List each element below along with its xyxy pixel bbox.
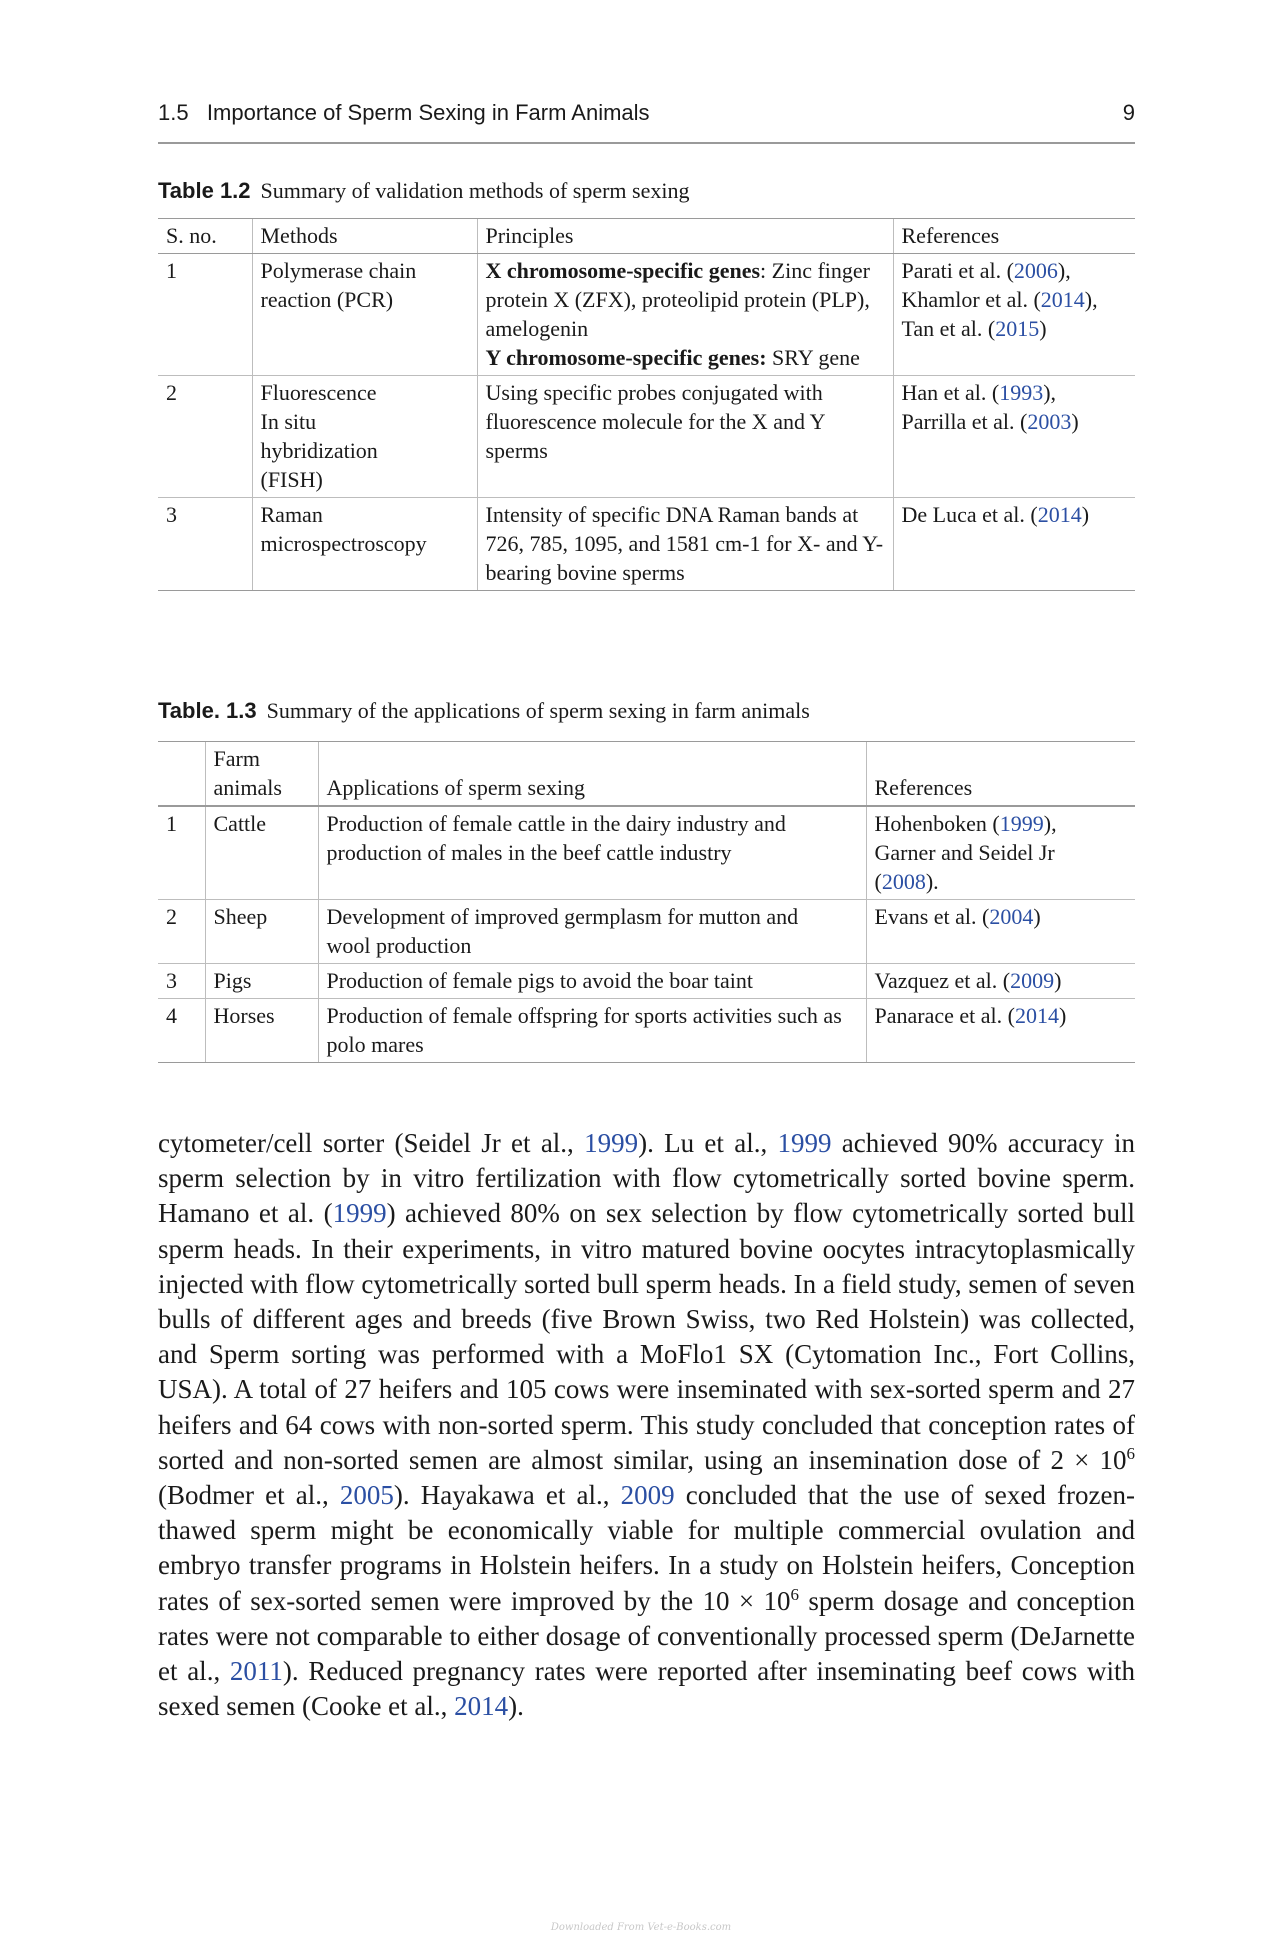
table-row xyxy=(158,964,1135,999)
reference-link[interactable]: 1993 xyxy=(999,380,1044,405)
method-line: hybridization xyxy=(260,438,378,463)
reference-link[interactable]: 1999 xyxy=(999,811,1044,836)
reference-author: Parati et al. ( xyxy=(901,258,1014,283)
reference-punct: ) xyxy=(1033,904,1041,929)
citation-link[interactable]: 1999 xyxy=(332,1198,387,1229)
reference-link[interactable]: 2014 xyxy=(1040,287,1085,312)
y-genes-label: Y chromosome-specific genes: xyxy=(485,345,767,370)
application-cell: Development of improved germplasm for mutton and wool production xyxy=(318,900,866,964)
table-row xyxy=(158,498,1135,591)
reference xyxy=(902,314,1128,343)
column-header: Applications of sperm sexing xyxy=(318,742,866,807)
references-cell xyxy=(866,806,1135,900)
body-text: ). Lu et al., xyxy=(638,1128,778,1158)
citation-link[interactable]: 2014 xyxy=(454,1691,509,1722)
reference-punct: ), xyxy=(1084,287,1098,312)
body-text: (Bodmer et al., xyxy=(158,1480,340,1511)
reference xyxy=(902,378,1128,407)
running-head xyxy=(158,100,1135,126)
animal-cell: Cattle xyxy=(205,806,318,900)
method-cell xyxy=(252,254,477,376)
citation-link[interactable]: 2011 xyxy=(229,1656,283,1687)
reference-author: Vazquez et al. ( xyxy=(874,968,1011,993)
table-row xyxy=(158,806,1135,900)
reference-link[interactable]: 2006 xyxy=(1013,258,1058,283)
column-header: References xyxy=(866,742,1135,807)
x-genes-label: X chromosome-specific genes xyxy=(485,258,761,283)
reference-author: Parrilla et al. ( xyxy=(901,409,1028,434)
method-line: Fluorescence xyxy=(260,380,377,405)
method-line: Polymerase chain xyxy=(260,258,417,283)
body-text: cytometer/cell sorter (Seidel Jr et al., xyxy=(158,1128,585,1158)
method-cell xyxy=(252,498,477,591)
citation-link[interactable]: 1999 xyxy=(777,1128,832,1158)
exponent: 6 xyxy=(1126,1443,1135,1463)
principle-cell: Intensity of specific DNA Raman bands at 726, 785, 1095, and 1581 cm-1 for X- and Y-bearing bovine sperms xyxy=(477,498,893,591)
reference-punct: ), xyxy=(1057,258,1071,283)
table-row xyxy=(158,254,1135,376)
body-text: sperm dosage and conception rates were not comparable to either dosage of conventionally processed sperm (DeJarnette et al., xyxy=(158,1585,1135,1687)
page-number: 9 xyxy=(1122,100,1135,125)
body-text: concluded that the use of sexed frozen-thawed sperm might be economically viable for multiple commercial ovulation and embryo transfer programs in Holstein heifers. In a study on Holstein heifers, Conception rates of sex-sorted semen were improved by the 10 × 10 xyxy=(158,1480,1135,1616)
column-header: Farm animals xyxy=(205,742,318,807)
body-text: ). Hayakawa et al., xyxy=(393,1480,621,1511)
reference-link[interactable]: 2009 xyxy=(1010,968,1055,993)
table-caption-text: Summary of validation methods of sperm sexing xyxy=(260,178,690,203)
reference-punct: ). xyxy=(925,869,939,894)
method-line: microspectroscopy xyxy=(260,531,427,556)
table-1-3-caption xyxy=(158,698,810,724)
y-genes-text: SRY gene xyxy=(766,345,860,370)
body-text: achieved 90% accuracy in sperm selection by in vitro fertilization with flow cytometrically sorted bovine sperm. Hamano et al. ( xyxy=(158,1128,1135,1229)
references-cell xyxy=(893,498,1135,591)
citation-link[interactable]: 2009 xyxy=(620,1480,675,1511)
table-1-2-caption xyxy=(158,178,689,204)
table-1-3 xyxy=(158,741,1135,1063)
reference xyxy=(902,407,1128,436)
column-header: Methods xyxy=(252,219,477,254)
reference-punct: ) xyxy=(1058,1003,1067,1028)
principle-cell: Using specific probes conjugated with fluorescence molecule for the X and Y sperms xyxy=(477,376,893,498)
reference xyxy=(875,838,1065,896)
reference-punct: ) xyxy=(1071,409,1079,434)
reference-author: Tan et al. ( xyxy=(901,316,996,341)
reference-link[interactable]: 2014 xyxy=(1014,1003,1059,1028)
references-cell xyxy=(866,900,1135,964)
row-number: 3 xyxy=(158,964,205,999)
row-number: 1 xyxy=(158,254,252,376)
body-paragraph xyxy=(158,1126,1135,1724)
reference xyxy=(902,285,1128,314)
animal-cell: Horses xyxy=(205,999,318,1063)
reference-link[interactable]: 2008 xyxy=(881,869,926,894)
table-row xyxy=(158,900,1135,964)
reference-punct: ) xyxy=(1081,502,1090,527)
reference-author: Evans et al. ( xyxy=(874,904,990,929)
application-cell: Production of female offspring for sports activities such as polo mares xyxy=(318,999,866,1063)
application-cell: Production of female cattle in the dairy industry and production of males in the beef cattle industry xyxy=(318,806,866,900)
row-number: 2 xyxy=(158,900,205,964)
reference-punct: ) xyxy=(1039,316,1047,341)
reference-punct: ), xyxy=(1043,380,1057,405)
table-header-row xyxy=(158,219,1135,254)
row-number: 3 xyxy=(158,498,252,591)
references-cell xyxy=(866,964,1135,999)
column-header: Principles xyxy=(477,219,893,254)
reference-link[interactable]: 2014 xyxy=(1037,502,1082,527)
application-cell: Production of female pigs to avoid the boar taint xyxy=(318,964,866,999)
row-number: 2 xyxy=(158,376,252,498)
reference xyxy=(875,1001,1128,1030)
table-label: Table 1.2 xyxy=(158,178,251,203)
reference-author: Garner and Seidel Jr ( xyxy=(874,840,1055,894)
body-text: ). Reduced pregnancy rates were reported after inseminating beef cows with sexed semen (Cooke et al., xyxy=(158,1656,1135,1722)
section-title: 1.5 Importance of Sperm Sexing in Farm Animals xyxy=(158,100,650,125)
row-number: 1 xyxy=(158,806,205,900)
table-row xyxy=(158,999,1135,1063)
reference xyxy=(875,809,1128,838)
animal-cell: Pigs xyxy=(205,964,318,999)
principle-cell xyxy=(477,254,893,376)
reference-author: Khamlor et al. ( xyxy=(901,287,1041,312)
reference-author: Panarace et al. ( xyxy=(874,1003,1015,1028)
references-cell xyxy=(893,254,1135,376)
column-header xyxy=(158,742,205,807)
footer-watermark: Downloaded From Vet-e-Books.com xyxy=(550,1922,732,1933)
reference-link[interactable]: 2015 xyxy=(995,316,1040,341)
method-cell xyxy=(252,376,477,498)
column-header: S. no. xyxy=(158,219,252,254)
table-row xyxy=(158,376,1135,498)
reference-author: Han et al. ( xyxy=(901,380,1000,405)
reference xyxy=(902,256,1128,285)
column-header: References xyxy=(893,219,1135,254)
method-line: (FISH) xyxy=(260,467,323,492)
reference xyxy=(902,500,1128,529)
reference xyxy=(875,902,1128,931)
method-line: In situ xyxy=(260,409,317,434)
method-line: Raman xyxy=(260,502,323,527)
reference-link[interactable]: 2003 xyxy=(1027,409,1072,434)
reference-link[interactable]: 2004 xyxy=(989,904,1034,929)
row-number: 4 xyxy=(158,999,205,1063)
reference-author: Hohenboken ( xyxy=(874,811,1000,836)
body-text: ) achieved 80% on sex selection by flow cytometrically sorted bull sperm heads. In their experiments, in vitro matured bovine oocytes intracytoplasmically injected with flow cytometrically sorted bull sperm heads. In a field study, semen of seven bulls of different ages and breeds (five Brown Swiss, two Red Holstein) was collected, and Sperm sorting was performed with a MoFlo1 SX (Cytomation Inc., Fort Collins, USA). A total of 27 heifers and 105 cows were inseminated with sex-sorted sperm and 27 heifers and 64 cows with non-sorted sperm. This study concluded that conception rates of sorted and non-sorted semen are almost similar, using an insemination dose of 2 × 10 xyxy=(158,1198,1135,1475)
animal-cell: Sheep xyxy=(205,900,318,964)
reference-punct: ) xyxy=(1054,968,1062,993)
reference-punct: ), xyxy=(1043,811,1057,836)
method-line: reaction (PCR) xyxy=(260,287,394,312)
references-cell xyxy=(866,999,1135,1063)
body-text: ). xyxy=(508,1691,524,1722)
exponent: 6 xyxy=(790,1584,800,1604)
x-genes-text: : Zinc finger protein X (ZFX), proteolipid protein (PLP), amelogenin xyxy=(485,258,870,341)
table-1-2 xyxy=(158,218,1135,591)
table-label: Table. 1.3 xyxy=(158,698,257,723)
citation-link[interactable]: 2005 xyxy=(339,1480,394,1511)
references-cell xyxy=(893,376,1135,498)
table-caption-text: Summary of the applications of sperm sexing in farm animals xyxy=(266,698,810,723)
reference xyxy=(875,966,1128,995)
citation-link[interactable]: 1999 xyxy=(584,1128,639,1158)
header-rule xyxy=(158,142,1135,144)
table-header-row xyxy=(158,742,1135,807)
reference-author: De Luca et al. ( xyxy=(901,502,1038,527)
